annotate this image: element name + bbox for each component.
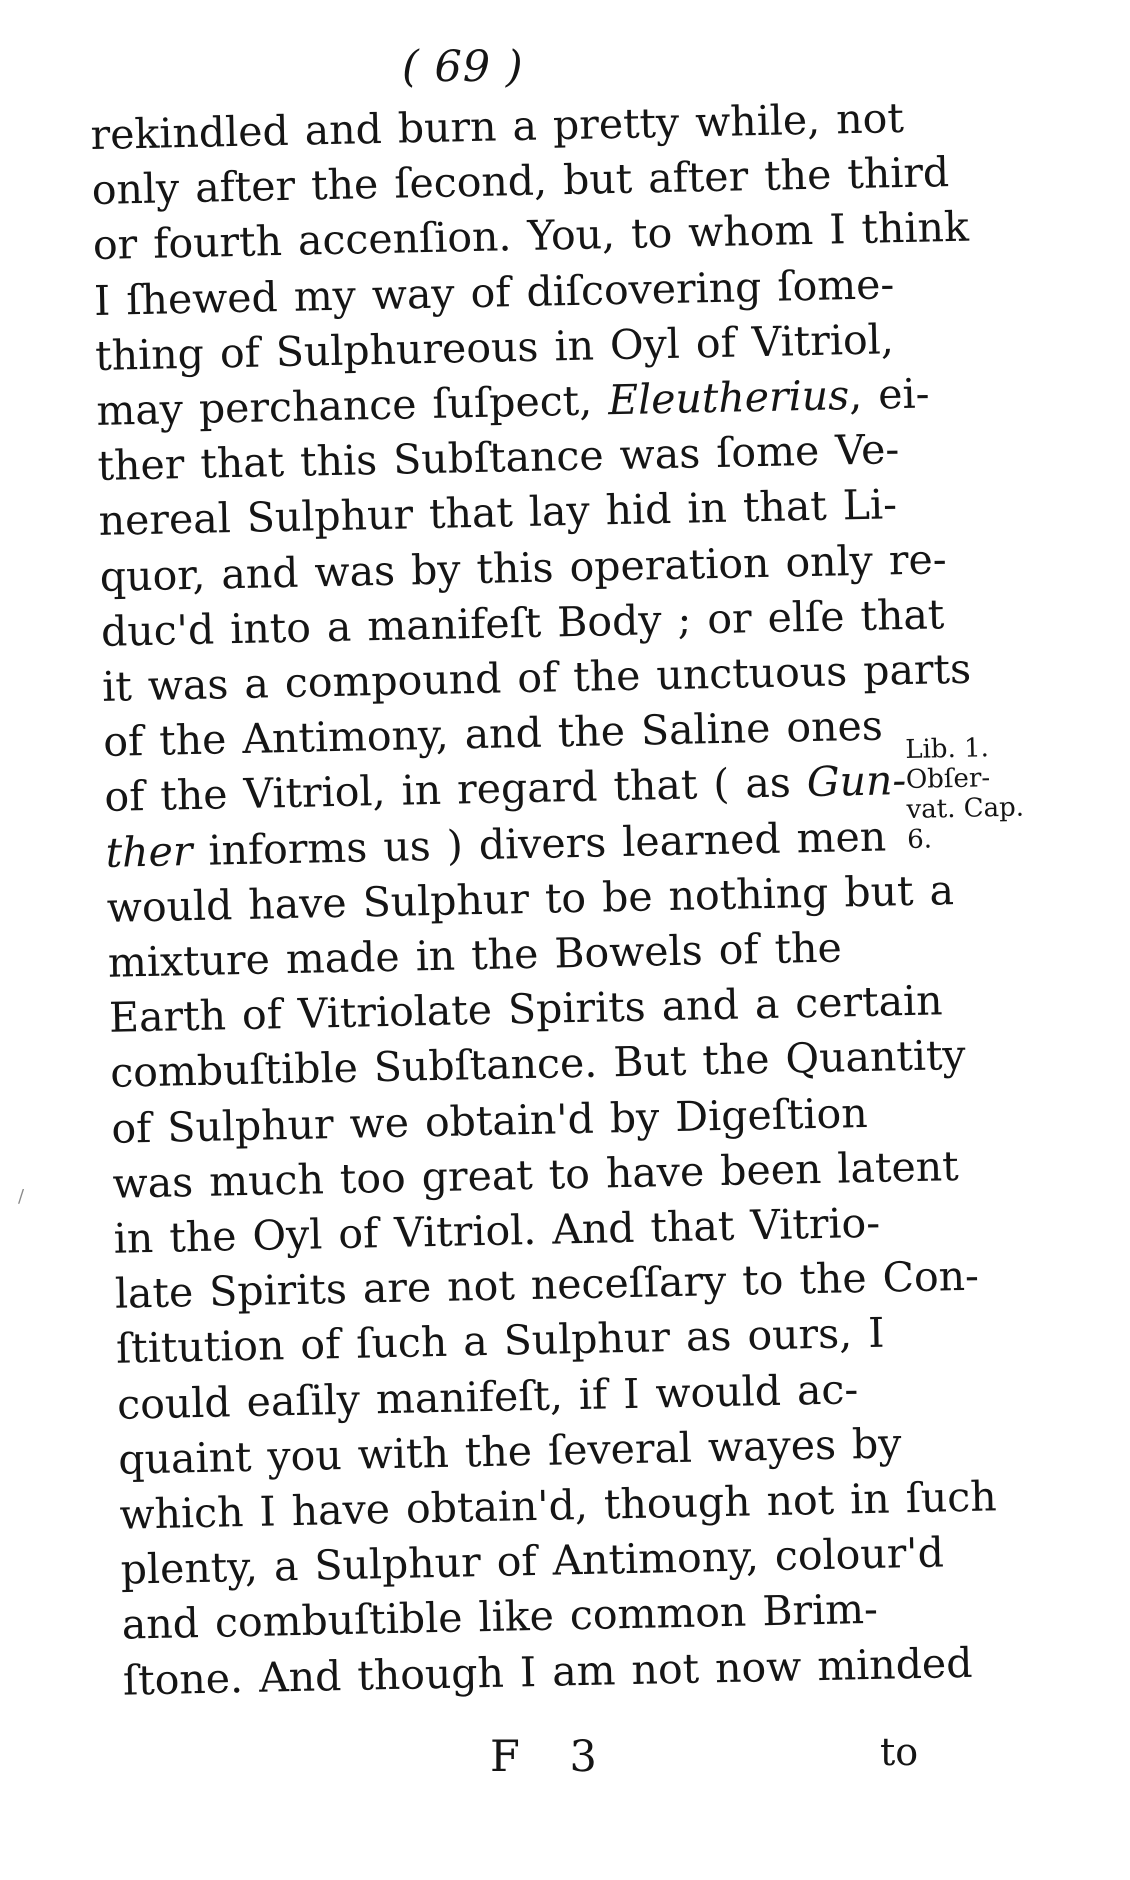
text-line: was much too great to have been latent <box>112 1141 960 1208</box>
text-line: of the Vitriol, in regard that ( as Gun- <box>103 756 907 822</box>
text-line: may perchance ſuſpect, Eleutherius, ei- <box>95 369 930 435</box>
text-line: ther that this Subſtance was ſome Ve- <box>97 425 900 491</box>
text-line: plenty, a Sulphur of Antimony, colour'd <box>120 1528 945 1594</box>
signature-mark: F 3 <box>490 1732 615 1782</box>
margin-note-line: 6. <box>906 824 933 855</box>
text-line: Earth of Vitriolate Spirits and a certain <box>108 976 944 1042</box>
text-line: duc'd into a manifeſt Body ; or elſe that <box>100 590 945 656</box>
margin-note <box>905 733 1025 855</box>
text-line: it was a compound of the unctuous parts <box>101 644 972 711</box>
text-line: thing of Sulphureous in Oyl of Vitriol, <box>94 315 895 380</box>
text-line: ſtitution of ſuch a Sulphur as ours, I <box>115 1309 885 1374</box>
text-line: mixture made in the Bowels of the <box>107 923 843 987</box>
text-line: I ſhewed my way of diſcovering ſome- <box>93 259 895 325</box>
text-line: or fourth accenſion. You, to whom I think <box>92 203 970 270</box>
stray-mark: / <box>18 1186 25 1207</box>
text-line: which I have obtain'd, though not in ſuch <box>119 1472 998 1539</box>
text-line: ſtone. And though I am not now minded <box>122 1638 973 1705</box>
text-line: rekindled and burn a pretty while, not <box>90 93 905 159</box>
text-line: quaint you with the ſeveral wayes by <box>117 1419 902 1484</box>
text-line: only after the ſecond, but after the third <box>91 148 950 215</box>
text-line: combuſtible Subſtance. But the Quantity <box>109 1031 967 1098</box>
text-line: quor, and was by this operation only re- <box>99 534 948 601</box>
text-line: nereal Sulphur that lay hid in that Li- <box>98 480 898 546</box>
page-number: ( 69 ) <box>402 42 524 92</box>
text-line: of the Antimony, and the Saline ones <box>102 701 884 767</box>
text-line: ther informs us ) divers learned men <box>105 812 887 877</box>
text-line: and combuſtible like common Brim- <box>121 1585 879 1650</box>
margin-note-line: vat. Cap. <box>906 792 1025 825</box>
text-line: could eaſily manifeſt, if I would ac- <box>116 1364 859 1429</box>
italic-text: Eleutherius <box>607 371 850 425</box>
text-line: late Spirits are not neceſſary to the Con- <box>114 1251 980 1318</box>
margin-note-line: Lib. 1. <box>905 733 990 765</box>
text-line: would have Sulphur to be nothing but a <box>106 865 955 932</box>
text-line: of Sulphur we obtain'd by Digeſtion <box>110 1088 869 1153</box>
margin-note-line: Obſer- <box>905 763 991 795</box>
italic-text: ther <box>105 826 193 877</box>
catchword: to <box>880 1730 919 1774</box>
text-line: in the Oyl of Vitriol. And that Vitrio- <box>113 1198 881 1263</box>
italic-text: Gun- <box>806 756 907 807</box>
